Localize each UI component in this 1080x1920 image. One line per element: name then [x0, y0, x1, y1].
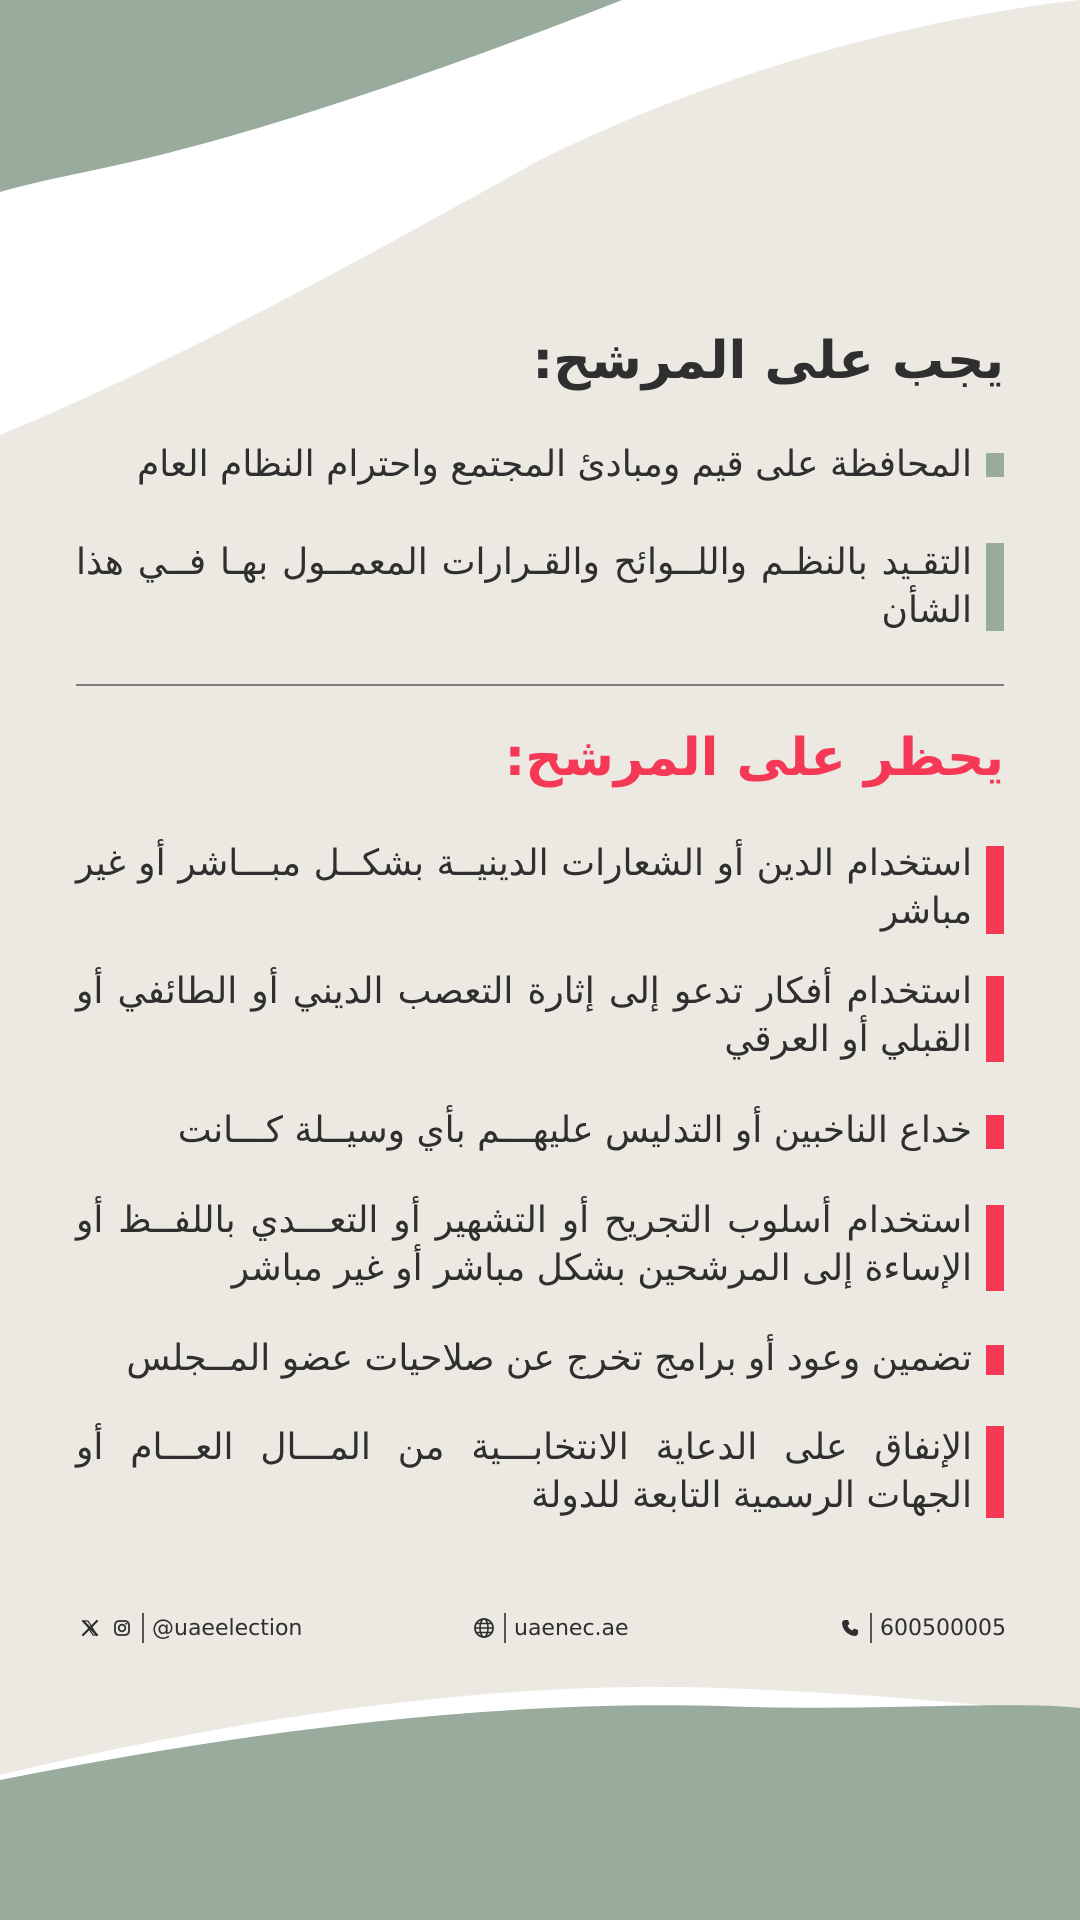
forbidden-item-text: استخدام الدين أو الشعارات الدينيــة بشكــل مبـــاشر أو غير مباشر — [76, 843, 972, 932]
section-divider — [76, 684, 1004, 686]
red-bullet-bar — [986, 1205, 1004, 1291]
red-bullet-bar — [986, 976, 1004, 1062]
red-bullet-bar — [986, 1345, 1004, 1375]
footer-website — [472, 1608, 629, 1648]
footer-separator — [870, 1613, 872, 1643]
globe-icon — [472, 1616, 496, 1640]
forbidden-item — [76, 968, 1004, 1064]
forbidden-item — [76, 1107, 1004, 1155]
must-item-text: المحافظة على قيم ومبادئ المجتمع واحترام النظام العام — [136, 444, 972, 485]
red-bullet-bar — [986, 1115, 1004, 1149]
green-bullet-bar — [986, 453, 1004, 477]
forbidden-item-text: استخدام أسلوب التجريح أو التشهير أو التعـــدي باللفــظ أو الإساءة إلى المرشحين بشكل مباشر أو غير مباشر — [76, 1200, 972, 1289]
forbidden-item — [76, 840, 1004, 936]
must-heading: يجب على المرشح: — [532, 331, 1004, 391]
footer-social — [78, 1608, 302, 1648]
footer-phone — [838, 1608, 1006, 1648]
x-icon[interactable] — [78, 1616, 102, 1640]
must-item — [76, 539, 1004, 635]
green-bullet-bar — [986, 543, 1004, 631]
red-bullet-bar — [986, 1426, 1004, 1518]
forbidden-item — [76, 1197, 1004, 1293]
forbidden-item — [76, 1424, 1004, 1520]
instagram-icon[interactable] — [110, 1616, 134, 1640]
website-link[interactable]: uaenec.ae — [514, 1615, 629, 1641]
phone-number[interactable]: 600500005 — [880, 1615, 1006, 1641]
social-handle[interactable]: @uaeelection — [152, 1615, 303, 1641]
must-item — [76, 441, 1004, 489]
forbidden-heading: يحظر على المرشح: — [504, 728, 1004, 788]
footer-separator — [504, 1613, 506, 1643]
phone-icon — [838, 1616, 862, 1640]
footer-separator — [142, 1613, 144, 1643]
forbidden-item-text: استخدام أفكار تدعو إلى إثارة التعصب الديني أو الطائفي أو القبلي أو العرقي — [76, 971, 972, 1060]
forbidden-item-text: خداع الناخبين أو التدليس عليهـــم بأي وسيــلة كـــانت — [177, 1110, 972, 1151]
must-item-text: التقـيد بالنظـم واللــوائح والقـرارات المعمــول بهـا فــي هذا الشأن — [76, 542, 972, 631]
forbidden-item — [76, 1335, 1004, 1383]
forbidden-item-text: الإنفاق على الدعاية الانتخابـــية من المـــال العـــام أو الجهات الرسمية التابعة للدولة — [76, 1427, 972, 1516]
forbidden-item-text: تضمين وعود أو برامج تخرج عن صلاحيات عضو المــجلس — [126, 1338, 972, 1379]
red-bullet-bar — [986, 846, 1004, 934]
